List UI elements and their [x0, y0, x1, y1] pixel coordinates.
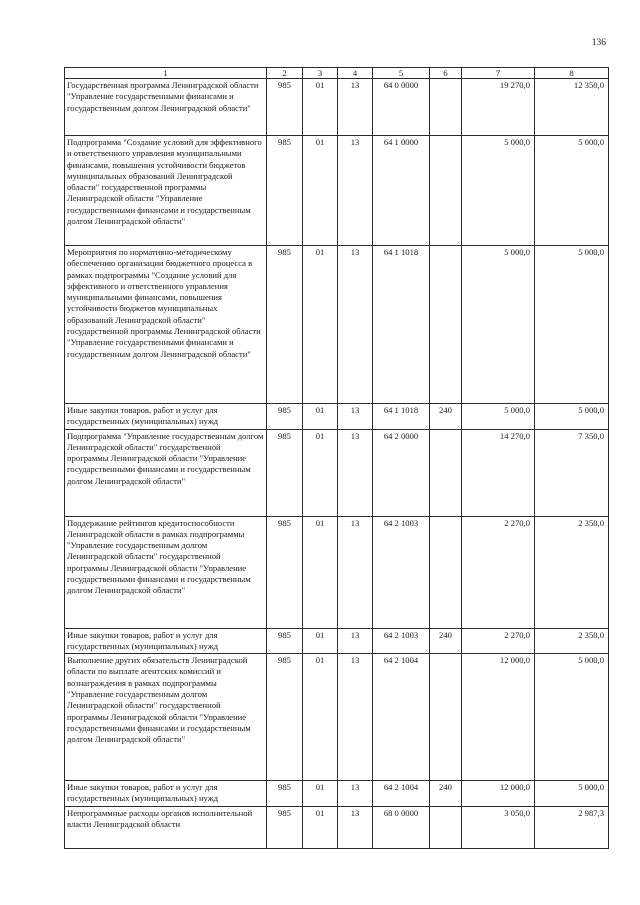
row-name-cell: Поддержание рейтингов кредитоспособности Ленинградской области в рамках подпрограммы "Управление государственным долгом Ленинградской области" государственной программы Ленинградской области "Управление государственными финансами и государственным долгом Ленинградской области"	[65, 516, 267, 628]
section-cell: 01	[303, 404, 338, 430]
table-row	[65, 429, 609, 516]
subsection-cell: 13	[338, 429, 373, 516]
column-header: 8	[535, 68, 609, 79]
target-article-cell: 64 2 1003	[373, 516, 430, 628]
subsection-cell: 13	[338, 79, 373, 136]
target-article-cell: 64 2 0000	[373, 429, 430, 516]
expense-type-cell	[430, 516, 462, 628]
grbs-cell: 985	[267, 781, 303, 807]
row-name-cell: Иные закупки товаров, работ и услуг для государственных (муниципальных) нужд	[65, 781, 267, 807]
column-header: 5	[373, 68, 430, 79]
target-article-cell: 64 2 1004	[373, 781, 430, 807]
amount-col8-cell: 5 000,0	[535, 136, 609, 246]
amount-col8-cell: 5 000,0	[535, 246, 609, 404]
table-row	[65, 516, 609, 628]
amount-col7-cell: 5 000,0	[462, 136, 535, 246]
section-cell: 01	[303, 136, 338, 246]
section-cell: 01	[303, 781, 338, 807]
header-row	[65, 68, 609, 79]
grbs-cell: 985	[267, 516, 303, 628]
row-name-cell: Мероприятия по нормативно-методическому обеспечению организации бюджетного процесса в рамках подпрограммы "Создание условий для эффективного и ответственного управления муниципальными финансами, повышения устойчивости бюджетов муниципальных образований Ленинградской области" государственной программы Ленинградской области "Управление государственными финансами и государственным долгом Ленинградской области"	[65, 246, 267, 404]
row-name-cell: Непрограммные расходы органов исполнительной власти Ленинградской области	[65, 806, 267, 848]
amount-col8-cell: 2 350,0	[535, 628, 609, 654]
table-row	[65, 79, 609, 136]
row-name-cell: Подпрограмма "Управление государственным долгом Ленинградской области" государственной программы Ленинградской области "Управление государственными финансами и государственным долгом Ленинградской области"	[65, 429, 267, 516]
grbs-cell: 985	[267, 654, 303, 781]
target-article-cell: 64 1 1018	[373, 404, 430, 430]
expense-type-cell	[430, 654, 462, 781]
expense-type-cell	[430, 79, 462, 136]
subsection-cell: 13	[338, 654, 373, 781]
amount-col7-cell: 5 000,0	[462, 246, 535, 404]
amount-col8-cell: 7 350,0	[535, 429, 609, 516]
grbs-cell: 985	[267, 404, 303, 430]
table-row	[65, 246, 609, 404]
section-cell: 01	[303, 79, 338, 136]
subsection-cell: 13	[338, 806, 373, 848]
column-header: 4	[338, 68, 373, 79]
amount-col7-cell: 19 270,0	[462, 79, 535, 136]
grbs-cell: 985	[267, 246, 303, 404]
grbs-cell: 985	[267, 79, 303, 136]
table-row	[65, 654, 609, 781]
expense-type-cell: 240	[430, 781, 462, 807]
row-name-cell: Выполнение других обязательств Ленинградской области по выплате агентских комиссий и вознаграждения в рамках подпрограммы "Управление государственным долгом Ленинградской области" государственной программы Ленинградской области "Управление государственными финансами и государственным долгом Ленинградской области"	[65, 654, 267, 781]
grbs-cell: 985	[267, 429, 303, 516]
amount-col8-cell: 5 000,0	[535, 654, 609, 781]
subsection-cell: 13	[338, 136, 373, 246]
grbs-cell: 985	[267, 628, 303, 654]
target-article-cell: 64 1 0000	[373, 136, 430, 246]
amount-col8-cell: 5 000,0	[535, 404, 609, 430]
page-number: 136	[591, 38, 606, 48]
amount-col7-cell: 3 050,0	[462, 806, 535, 848]
subsection-cell: 13	[338, 404, 373, 430]
subsection-cell: 13	[338, 628, 373, 654]
expense-type-cell	[430, 246, 462, 404]
subsection-cell: 13	[338, 781, 373, 807]
amount-col8-cell: 2 350,0	[535, 516, 609, 628]
column-header: 3	[303, 68, 338, 79]
table-row	[65, 781, 609, 807]
amount-col8-cell: 5 000,0	[535, 781, 609, 807]
amount-col7-cell: 2 270,0	[462, 628, 535, 654]
section-cell: 01	[303, 806, 338, 848]
expense-type-cell	[430, 806, 462, 848]
row-name-cell: Иные закупки товаров, работ и услуг для государственных (муниципальных) нужд	[65, 404, 267, 430]
target-article-cell: 64 1 1018	[373, 246, 430, 404]
amount-col8-cell: 2 987,3	[535, 806, 609, 848]
section-cell: 01	[303, 628, 338, 654]
expense-type-cell	[430, 429, 462, 516]
row-name-cell: Иные закупки товаров, работ и услуг для государственных (муниципальных) нужд	[65, 628, 267, 654]
grbs-cell: 985	[267, 806, 303, 848]
expense-type-cell: 240	[430, 628, 462, 654]
column-header: 2	[267, 68, 303, 79]
section-cell: 01	[303, 429, 338, 516]
column-header: 1	[65, 68, 267, 79]
amount-col8-cell: 12 350,0	[535, 79, 609, 136]
amount-col7-cell: 2 270,0	[462, 516, 535, 628]
table-row	[65, 806, 609, 848]
section-cell: 01	[303, 654, 338, 781]
section-cell: 01	[303, 246, 338, 404]
amount-col7-cell: 12 000,0	[462, 654, 535, 781]
amount-col7-cell: 14 270,0	[462, 429, 535, 516]
budget-table	[64, 67, 609, 849]
row-name-cell: Подпрограмма "Создание условий для эффективного и ответственного управления муниципальными финансами, повышения устойчивости бюджетов муниципальных образований Ленинградской области" государственной программы Ленинградской области "Управление государственными финансами и государственным долгом Ленинградской области"	[65, 136, 267, 246]
grbs-cell: 985	[267, 136, 303, 246]
table-row	[65, 628, 609, 654]
target-article-cell: 64 2 1003	[373, 628, 430, 654]
table-row	[65, 404, 609, 430]
table-row	[65, 136, 609, 246]
row-name-cell: Государственная программа Ленинградской области "Управление государственными финансами и государственным долгом Ленинградской области"	[65, 79, 267, 136]
expense-type-cell: 240	[430, 404, 462, 430]
column-header: 6	[430, 68, 462, 79]
expense-type-cell	[430, 136, 462, 246]
amount-col7-cell: 5 000,0	[462, 404, 535, 430]
section-cell: 01	[303, 516, 338, 628]
target-article-cell: 64 2 1004	[373, 654, 430, 781]
amount-col7-cell: 12 000,0	[462, 781, 535, 807]
subsection-cell: 13	[338, 246, 373, 404]
column-header: 7	[462, 68, 535, 79]
target-article-cell: 64 0 0000	[373, 79, 430, 136]
target-article-cell: 68 0 0000	[373, 806, 430, 848]
subsection-cell: 13	[338, 516, 373, 628]
